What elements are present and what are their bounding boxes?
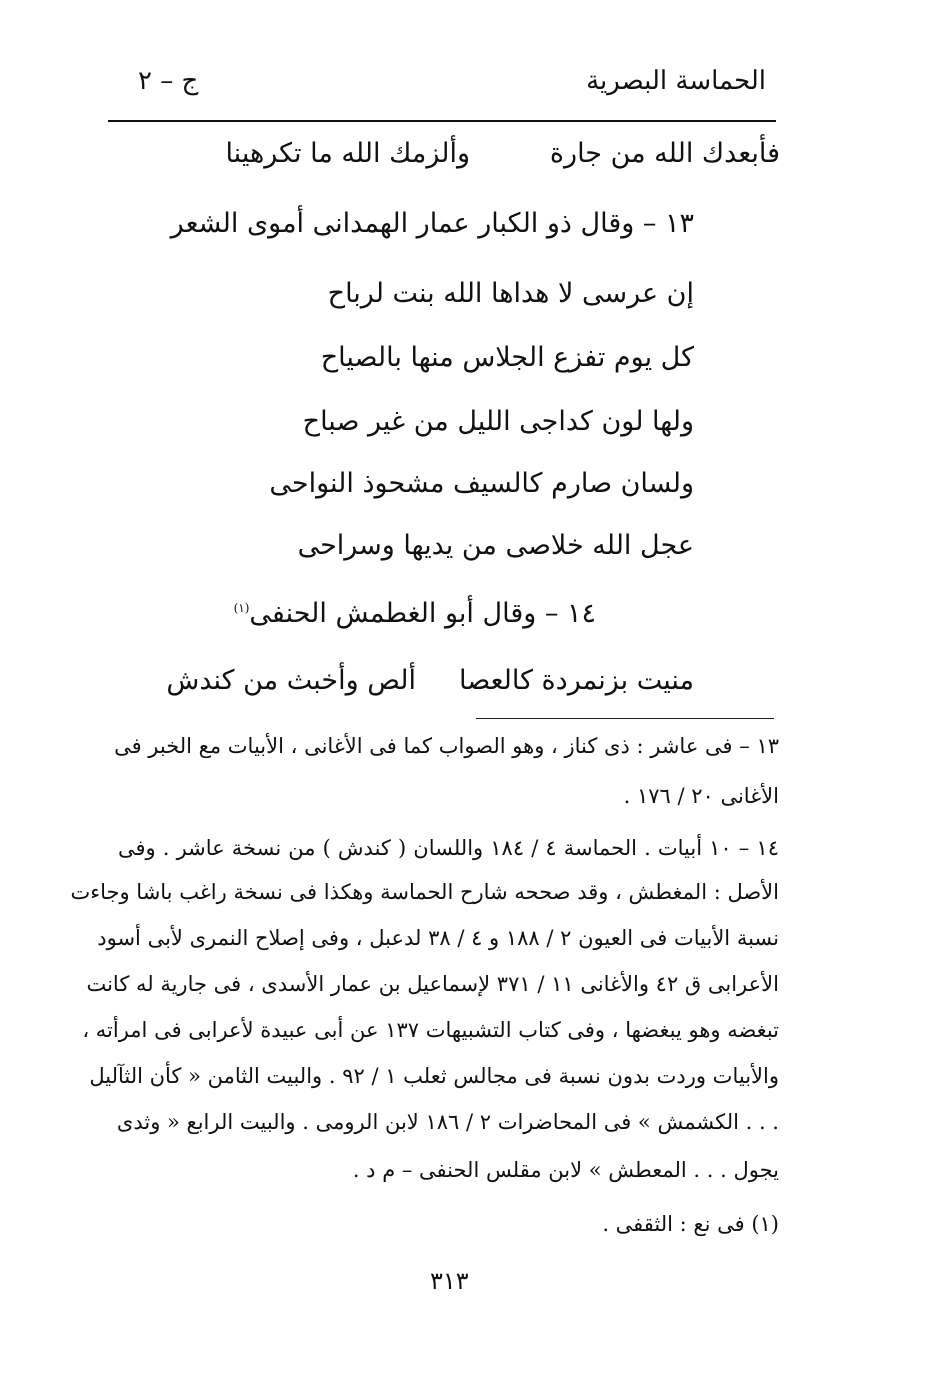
footnote13-line-1: ١٣ – فى عاشر : ذى كناز ، وهو الصواب كما فى الأغانى ، الأبيات مع الخبر فى <box>114 734 779 758</box>
footnote14-line-8: يجول . . . المعطش » لابن مقلس الحنفى – م د . <box>352 1158 779 1182</box>
poem14-heading-footnote-mark: (١) <box>233 601 250 615</box>
poem13-heading: ١٣ – وقال ذو الكبار عمار الهمدانى أموى الشعر <box>170 208 694 239</box>
footnote14-line-5: تبغضه وهو يبغضها ، وفى كتاب التشبيهات ١٣٧ عن أبى عبيدة لأعرابى فى امرأته ، <box>82 1018 779 1042</box>
poem14-right-hemistich: منيت بزنمردة كالعصا <box>458 665 694 696</box>
volume-label: ج – ٢ <box>138 66 199 96</box>
poem13-line-5: عجل الله خلاصى من يديها وسراحى <box>297 530 694 561</box>
footnote14-line-2: الأصل : المغطش ، وقد صححه شارح الحماسة وهكذا فى نسخة راغب باشا وجاءت <box>70 880 779 904</box>
poem13-line-4: ولسان صارم كالسيف مشحوذ النواحى <box>269 468 694 499</box>
verse-top-left-hemistich: وألزمك الله ما تكرهينا <box>225 138 470 169</box>
footnote14-line-6: والأبيات وردت بدون نسبة فى مجالس ثعلب ١ / ٩٢ . والبيت الثامن « كأن الثآليل <box>89 1064 779 1088</box>
footnote13-line-2: الأغانى ٢٠ / ١٧٦ . <box>623 784 779 808</box>
footnote-1: (١) فى نع : الثقفى . <box>602 1212 779 1236</box>
footnote14-line-1: ١٤ – ١٠ أبيات . الحماسة ٤ / ١٨٤ واللسان ( كندش ) من نسخة عاشر . وفى <box>118 836 779 860</box>
footnote14-line-4: الأعرابى ق ٤٢ والأغانى ١١ / ٣٧١ لإسماعيل بن عمار الأسدى ، فى جارية له كانت <box>86 972 779 996</box>
poem13-line-1: إن عرسى لا هداها الله بنت لرباح <box>327 278 694 309</box>
page-number: ٣١٣ <box>430 1267 469 1295</box>
footnote-rule <box>476 718 774 719</box>
footnote14-line-7: . . . الكشمش » فى المحاضرات ٢ / ١٨٦ لابن الرومى . والبيت الرابع « وثدى <box>116 1110 779 1134</box>
poem13-line-2: كل يوم تفزع الجلاس منها بالصياح <box>320 342 694 373</box>
poem14-heading-text: ١٤ – وقال أبو الغطمش الحنفى <box>249 598 596 629</box>
running-title: الحماسة البصرية <box>586 66 766 96</box>
footnote14-line-3: نسبة الأبيات فى العيون ٢ / ١٨٨ و ٤ / ٣٨ لدعبل ، وفى إصلاح النمرى لأبى أسود <box>97 926 779 950</box>
verse-top-right-hemistich: فأبعدك الله من جارة <box>549 138 780 169</box>
poem13-line-3: ولها لون كداجى الليل من غير صباح <box>302 406 694 437</box>
poem14-heading <box>234 598 596 629</box>
header-rule <box>108 120 776 122</box>
poem14-left-hemistich: ألص وأخبث من كندش <box>166 665 416 696</box>
